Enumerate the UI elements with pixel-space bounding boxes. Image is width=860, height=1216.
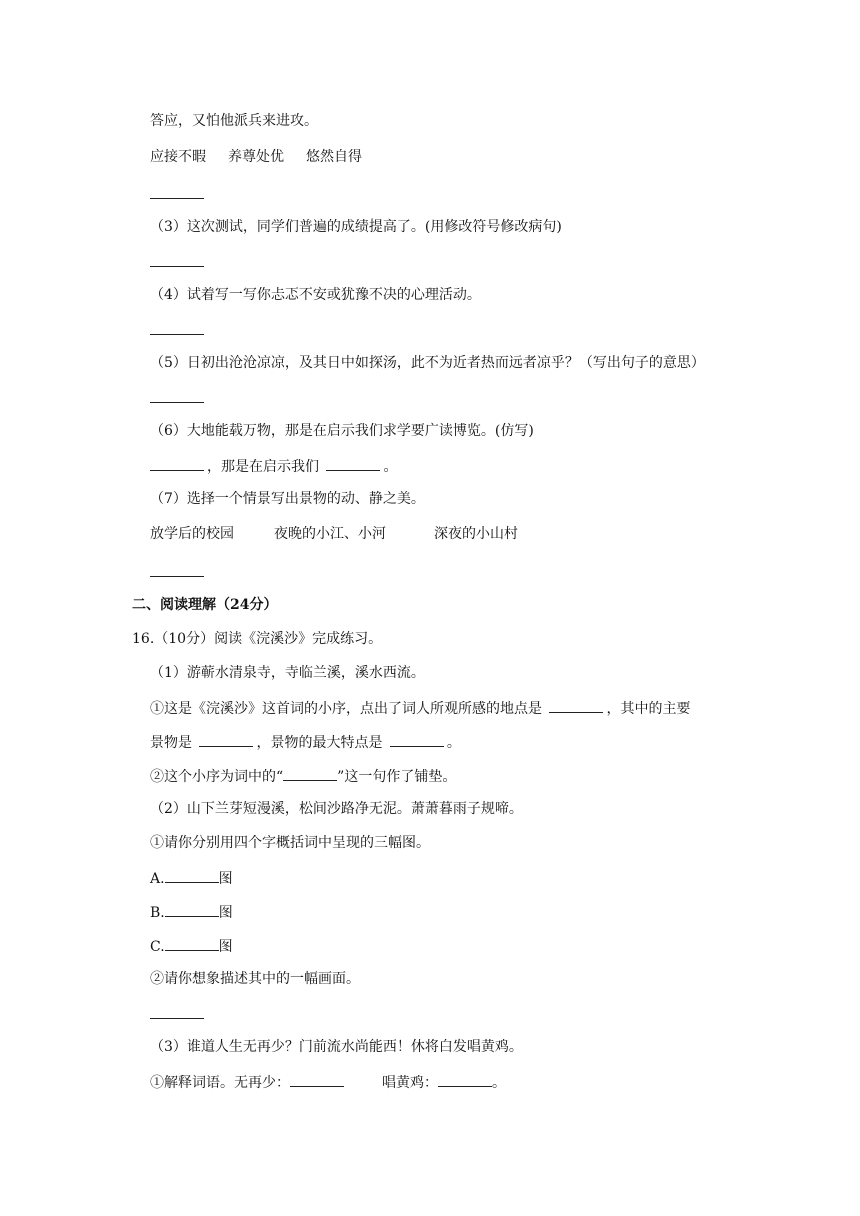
part-1-a-text-4: ，景物的最大特点是 [256,735,383,751]
place-blank[interactable] [549,698,603,713]
line-blank[interactable] [283,766,337,781]
word-option-2: 养尊处优 [228,149,284,165]
word-option-1: 应接不暇 [150,149,206,165]
picture-a-line [150,868,233,888]
part-2-question-a: ①请你分别用四个字概括词中呈现的三幅图。 [150,835,430,851]
picture-c-label: C. [150,939,165,955]
picture-c-blank[interactable] [165,936,219,951]
scene-option-3: 深夜的小山村 [434,526,518,542]
scene-option-2: 夜晚的小江、小河 [274,526,386,542]
part-3-a-text-3: 。 [492,1075,506,1091]
part-3-text: （3）谁道人生无再少？门前流水尚能西！休将白发唱黄鸡。 [150,1039,523,1055]
part-1-a-text-2: ，其中的主要 [606,701,691,717]
scenery-blank[interactable] [199,732,253,747]
part-1-a-text-3: 景物是 [150,735,192,751]
picture-c-suffix: 图 [218,939,233,955]
part-1-question-b [150,766,456,786]
wuzaishao-blank[interactable] [290,1072,344,1087]
imitation-blank-1[interactable] [150,456,204,471]
picture-b-line [150,902,233,922]
part-2-question-b: ②请你想象描述其中的一幅画面。 [150,971,360,987]
question-16-title: 16.（10分）阅读《浣溪沙》完成练习。 [132,631,383,647]
part-1-b-text: ②这个小序为词中的“ [150,769,284,785]
imitation-line [150,456,397,476]
part-3-question-a [150,1072,506,1092]
word-options [150,148,362,166]
imitation-end: 。 [383,459,398,475]
part-1-text: （1）游蕲水清泉寺，寺临兰溪，溪水西流。 [150,665,425,681]
feature-blank[interactable] [390,732,444,747]
part-1-a-text-5: 。 [446,735,461,751]
answer-blank-6[interactable] [150,1004,207,1024]
part-3-a-text-2: 唱黄鸡： [382,1075,438,1091]
picture-a-suffix: 图 [218,871,233,887]
scene-options [150,525,518,543]
answer-blank-3[interactable] [150,320,207,340]
picture-c-line [150,936,233,956]
sentence-4: （4）试着写一写你忐忑不安或犹豫不决的心理活动。 [150,287,481,303]
picture-b-blank[interactable] [165,902,219,917]
changhuangji-blank[interactable] [438,1072,492,1087]
picture-a-blank[interactable] [165,868,219,883]
sentence-3: （3）这次测试，同学们普遍的成绩提高了。(用修改符号修改病句) [150,219,562,235]
scene-option-1: 放学后的校园 [150,526,234,542]
answer-blank-5[interactable] [150,562,207,582]
part-1-b-text-2: ”这一句作了铺垫。 [337,769,457,785]
imitation-blank-2[interactable] [326,456,380,471]
picture-b-suffix: 图 [218,905,233,921]
part-3-a-text: ①解释词语。无再少： [150,1075,290,1091]
part-1-a-text: ①这是《浣溪沙》这首词的小序，点出了词人所观所感的地点是 [150,701,542,717]
section-title: 二、阅读理解（24分） [132,597,278,613]
sentence-6: （6）大地能载万物，那是在启示我们求学要广读博览。(仿写) [150,423,534,439]
sentence-7: （7）选择一个情景写出景物的动、静之美。 [150,491,425,507]
picture-b-label: B. [150,905,165,921]
part-1-question-a [150,698,690,718]
part-1-question-a-cont [150,732,461,752]
answer-blank-2[interactable] [150,252,207,272]
answer-blank-1[interactable] [150,184,207,204]
answer-blank-4[interactable] [150,388,207,408]
picture-a-label: A. [150,871,165,887]
word-option-3: 悠然自得 [306,149,362,165]
sentence-5: （5）日初出沧沧凉凉，及其日中如探汤，此不为近者热而远者凉乎？（写出句子的意思） [150,355,705,371]
intro-line: 答应，又怕他派兵来进攻。 [150,113,318,129]
part-2-text: （2）山下兰芽短漫溪，松间沙路净无泥。萧萧暮雨子规啼。 [150,801,523,817]
imitation-mid: ，那是在启示我们 [207,459,319,475]
